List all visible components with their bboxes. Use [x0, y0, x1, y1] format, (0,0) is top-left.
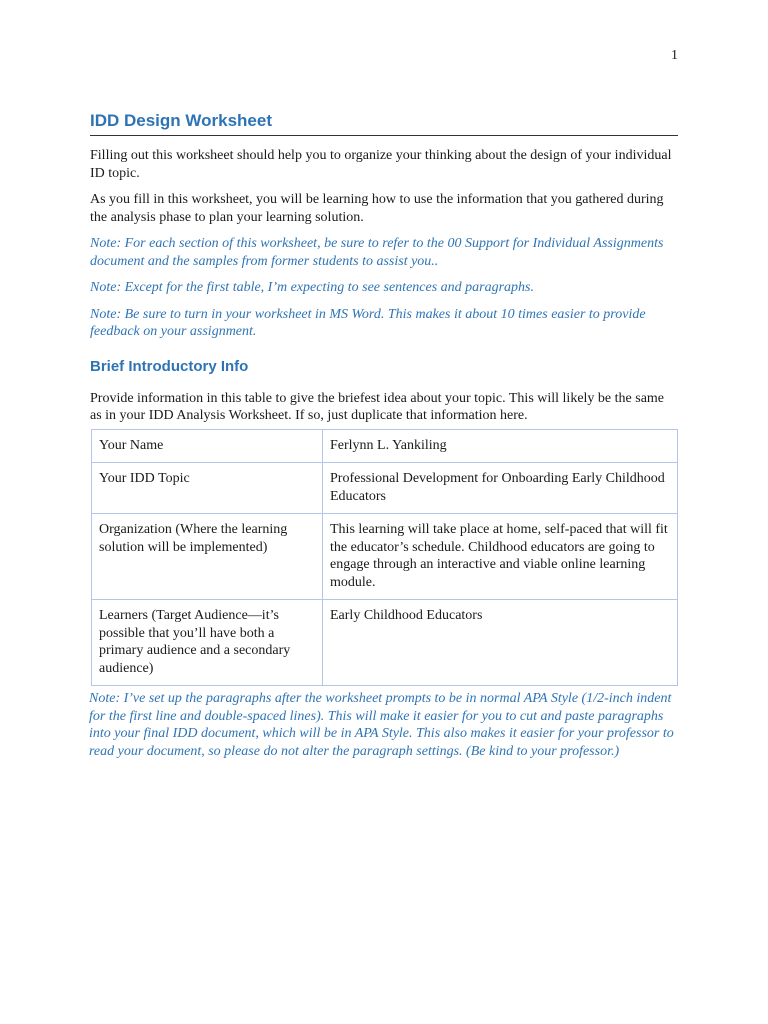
- row-label-name: Your Name: [92, 429, 323, 463]
- table-row: [92, 600, 678, 686]
- intro-paragraph-2: As you fill in this worksheet, you will be learning how to use the information that you gathered during the analysis phase to plan your learning solution.: [90, 192, 664, 225]
- row-label-topic: Your IDD Topic: [92, 463, 323, 514]
- section-intro: Provide information in this table to give the briefest idea about your topic. This will likely be the same as in your IDD Analysis Worksheet. If so, just duplicate that information here.: [90, 390, 665, 423]
- note-2: Note: Except for the first table, I’m expecting to see sentences and paragraphs.: [90, 280, 535, 295]
- intro-paragraph-1: Filling out this worksheet should help you to organize your thinking about the design of your individual ID topic.: [90, 148, 672, 181]
- row-value-learners[interactable]: Early Childhood Educators: [323, 600, 678, 686]
- intro-info-table: [91, 429, 678, 687]
- row-value-topic[interactable]: Professional Development for Onboarding Early Childhood Educators: [323, 463, 678, 514]
- table-row: [92, 463, 678, 514]
- note-1: Note: For each section of this worksheet, be sure to refer to the 00 Support for Individual Assignments document and the samples from former students to assist you..: [90, 236, 664, 269]
- note-4: Note: I’ve set up the paragraphs after the worksheet prompts to be in normal APA Style (1/2-inch indent for the first line and double-spaced lines). This will make it easier for you to cut and paste paragraphs into your final IDD document, which will be in APA Style. This also makes it easier for your professor to read your document, so please do not alter the paragraph settings. (Be kind to your professor.): [89, 691, 674, 759]
- row-value-organization[interactable]: This learning will take place at home, self-paced that will fit the educator’s schedule. Childhood educators are going to engage through an interactive and viable online learning module.: [323, 514, 678, 600]
- page-title: IDD Design Worksheet: [90, 110, 678, 136]
- row-label-learners: Learners (Target Audience—it’s possible that you’ll have both a primary audience and a secondary audience): [92, 600, 323, 686]
- section-heading: Brief Introductory Info: [90, 357, 249, 375]
- table-row: [92, 514, 678, 600]
- page-number: 1: [671, 48, 678, 63]
- document-body: [90, 110, 678, 760]
- row-label-organization: Organization (Where the learning solution will be implemented): [92, 514, 323, 600]
- row-value-name[interactable]: Ferlynn L. Yankiling: [323, 429, 678, 463]
- note-3: Note: Be sure to turn in your worksheet in MS Word. This makes it about 10 times easier to provide feedback on your assignment.: [90, 306, 646, 339]
- table-row: [92, 429, 678, 463]
